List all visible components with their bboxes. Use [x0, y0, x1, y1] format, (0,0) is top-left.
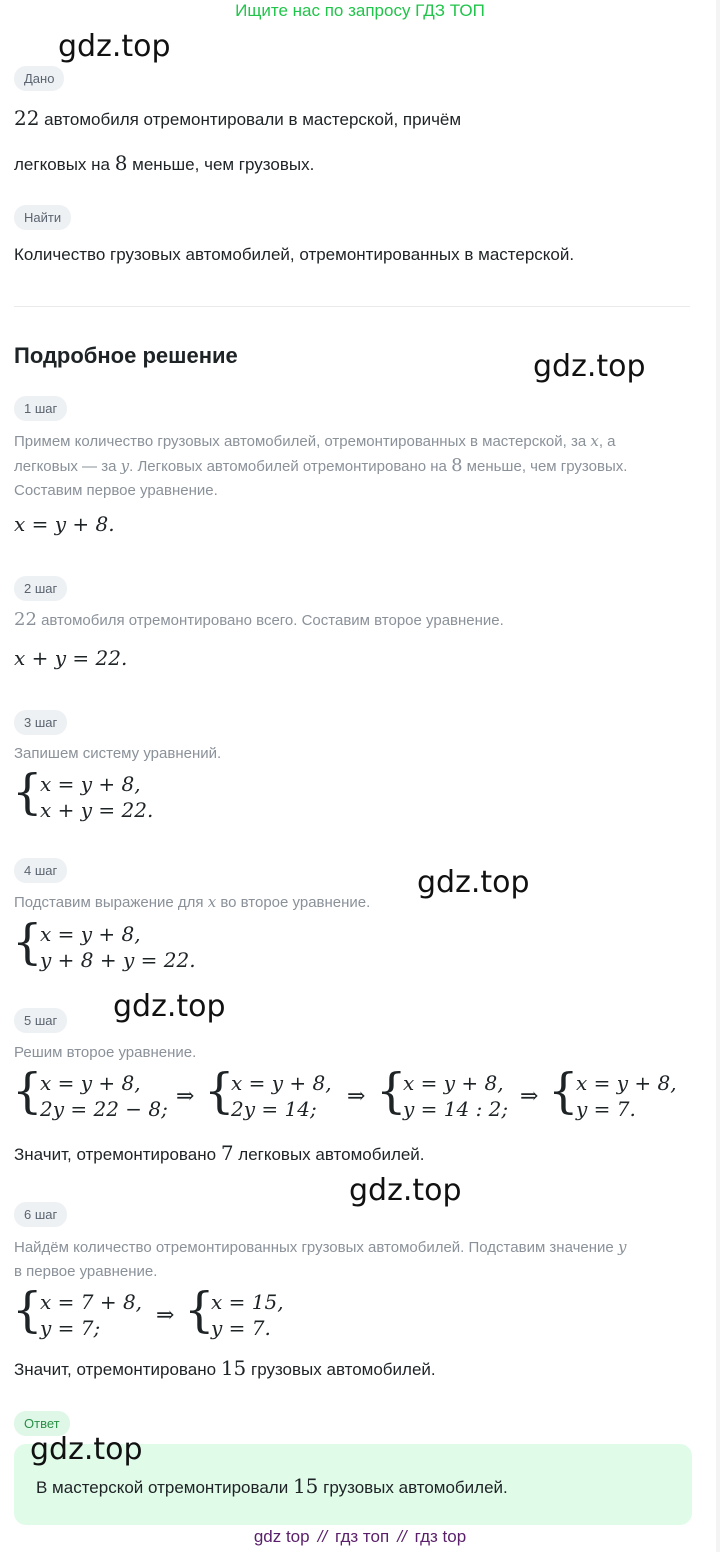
var-y: y [617, 1238, 627, 1256]
system-line: x = y + 8, [576, 1071, 677, 1095]
watermark: gdz.top [533, 349, 646, 384]
step-5-result-a: Значит, отремонтировано [14, 1145, 221, 1164]
step-2-equation: x + y = 22. [14, 646, 128, 670]
given-line-2 [14, 151, 314, 175]
var-x: x [590, 432, 599, 450]
step-6-result-a: Значит, отремонтировано [14, 1360, 221, 1379]
number-15: 15 [292, 1474, 319, 1498]
footer-links [0, 1527, 720, 1547]
given-text-2b: меньше, чем грузовых. [127, 155, 315, 174]
footer-separator: // [317, 1527, 328, 1546]
step-1-text-a: Примем количество грузовых автомобилей, отремонтированных в мастерской, за [14, 433, 591, 450]
system-line: 2y = 22 − 8; [40, 1097, 168, 1121]
search-banner[interactable]: Ищите нас по запросу ГДЗ ТОП [235, 1, 485, 20]
step-5-chip: 5 шаг [14, 1008, 67, 1033]
footer-link-gdz-top[interactable]: gdz top [253, 1527, 310, 1546]
step-4-text-a: Подставим выражение для [14, 894, 208, 911]
system-brace: { [12, 1063, 43, 1119]
given-number-8: 8 [114, 151, 128, 175]
system-line: x = y + 8, [231, 1071, 332, 1095]
system-line: x = y + 8, [40, 772, 141, 796]
watermark: gdz.top [417, 865, 530, 900]
divider [14, 306, 690, 307]
system-line: y = 7. [576, 1097, 636, 1121]
footer-link-gdz-top-mixed[interactable]: гдз top [414, 1527, 467, 1546]
step-1-equation: x = y + 8. [14, 512, 115, 536]
var-y: y [120, 457, 130, 475]
system-line: x = y + 8, [40, 922, 141, 946]
system-brace: { [12, 914, 43, 970]
scrollbar[interactable] [716, 0, 720, 1552]
step-1-text-c: легковых — за [14, 458, 121, 475]
system-line: x = 7 + 8, [40, 1290, 143, 1314]
solution-title: Подробное решение [14, 343, 238, 368]
system-line: 2y = 14; [231, 1097, 317, 1121]
step-5-result [14, 1141, 425, 1165]
given-chip: Дано [14, 66, 64, 91]
step-1-text-f: Составим первое уравнение. [14, 482, 218, 499]
step-1-text-b: , а [598, 433, 616, 450]
system-brace: { [12, 764, 43, 820]
var-x: x [207, 893, 217, 911]
step-6-text-a: Найдём количество отремонтированных грузовых автомобилей. Подставим значение [14, 1239, 618, 1256]
system-line: x + y = 22. [40, 798, 154, 822]
step-2-text-a: автомобиля отремонтировано всего. Составим второе уравнение. [36, 612, 504, 629]
step-2-text [14, 608, 504, 633]
answer-text-a: В мастерской отремонтировали [36, 1478, 293, 1497]
find-chip: Найти [14, 205, 71, 230]
step-5-text: Решим второе уравнение. [14, 1044, 197, 1061]
step-1-text-d: . Легковых автомобилей отремонтировано на [129, 458, 452, 475]
number-22: 22 [14, 609, 37, 630]
system-line: y + 8 + y = 22. [40, 948, 196, 972]
number-7: 7 [220, 1141, 234, 1165]
number-8: 8 [451, 455, 463, 476]
implies-arrow: ⇒ [176, 1084, 195, 1109]
step-6-chip: 6 шаг [14, 1202, 67, 1227]
step-5-result-b: легковых автомобилей. [233, 1145, 425, 1164]
given-text-1: автомобиля отремонтировали в мастерской, причём [39, 110, 462, 129]
answer-chip: Ответ [14, 1411, 70, 1436]
system-line: y = 14 : 2; [403, 1097, 509, 1121]
watermark: gdz.top [30, 1432, 143, 1467]
system-brace: { [12, 1282, 43, 1338]
step-6-result [14, 1356, 436, 1380]
step-4-chip: 4 шаг [14, 858, 67, 883]
system-line: y = 7; [40, 1316, 101, 1340]
step-4-text-b: во второе уравнение. [216, 894, 371, 911]
footer-link-gdz-top-ru[interactable]: гдз топ [335, 1527, 390, 1546]
step-3-text: Запишем систему уравнений. [14, 745, 222, 762]
find-text: Количество грузовых автомобилей, отремонтированных в мастерской. [14, 245, 575, 264]
step-2-chip: 2 шаг [14, 576, 67, 601]
given-number-22: 22 [14, 106, 40, 130]
system-brace: { [376, 1063, 407, 1119]
system-brace: { [548, 1063, 579, 1119]
step-3-chip: 3 шаг [14, 710, 67, 735]
system-line: y = 7. [211, 1316, 271, 1340]
watermark: gdz.top [113, 989, 226, 1024]
footer-separator: // [397, 1527, 407, 1546]
number-15: 15 [220, 1356, 247, 1380]
step-1-text [14, 429, 704, 503]
answer-text [36, 1474, 508, 1498]
system-brace: { [204, 1063, 235, 1119]
given-text-2a: легковых на [14, 155, 115, 174]
step-6-text [14, 1235, 704, 1284]
implies-arrow: ⇒ [520, 1084, 539, 1109]
step-6-text-b: в первое уравнение. [14, 1263, 158, 1280]
watermark: gdz.top [58, 29, 171, 64]
given-line-1 [14, 106, 461, 130]
implies-arrow: ⇒ [347, 1084, 366, 1109]
step-6-result-b: грузовых автомобилей. [246, 1360, 436, 1379]
system-line: x = 15, [211, 1290, 284, 1314]
step-4-text [14, 890, 370, 915]
watermark: gdz.top [349, 1173, 462, 1208]
implies-arrow: ⇒ [156, 1303, 175, 1328]
system-brace: { [184, 1282, 215, 1338]
step-1-text-e: меньше, чем грузовых. [462, 458, 628, 475]
system-line: x = y + 8, [403, 1071, 504, 1095]
step-1-chip: 1 шаг [14, 396, 67, 421]
system-line: x = y + 8, [40, 1071, 141, 1095]
answer-text-b: грузовых автомобилей. [318, 1478, 508, 1497]
